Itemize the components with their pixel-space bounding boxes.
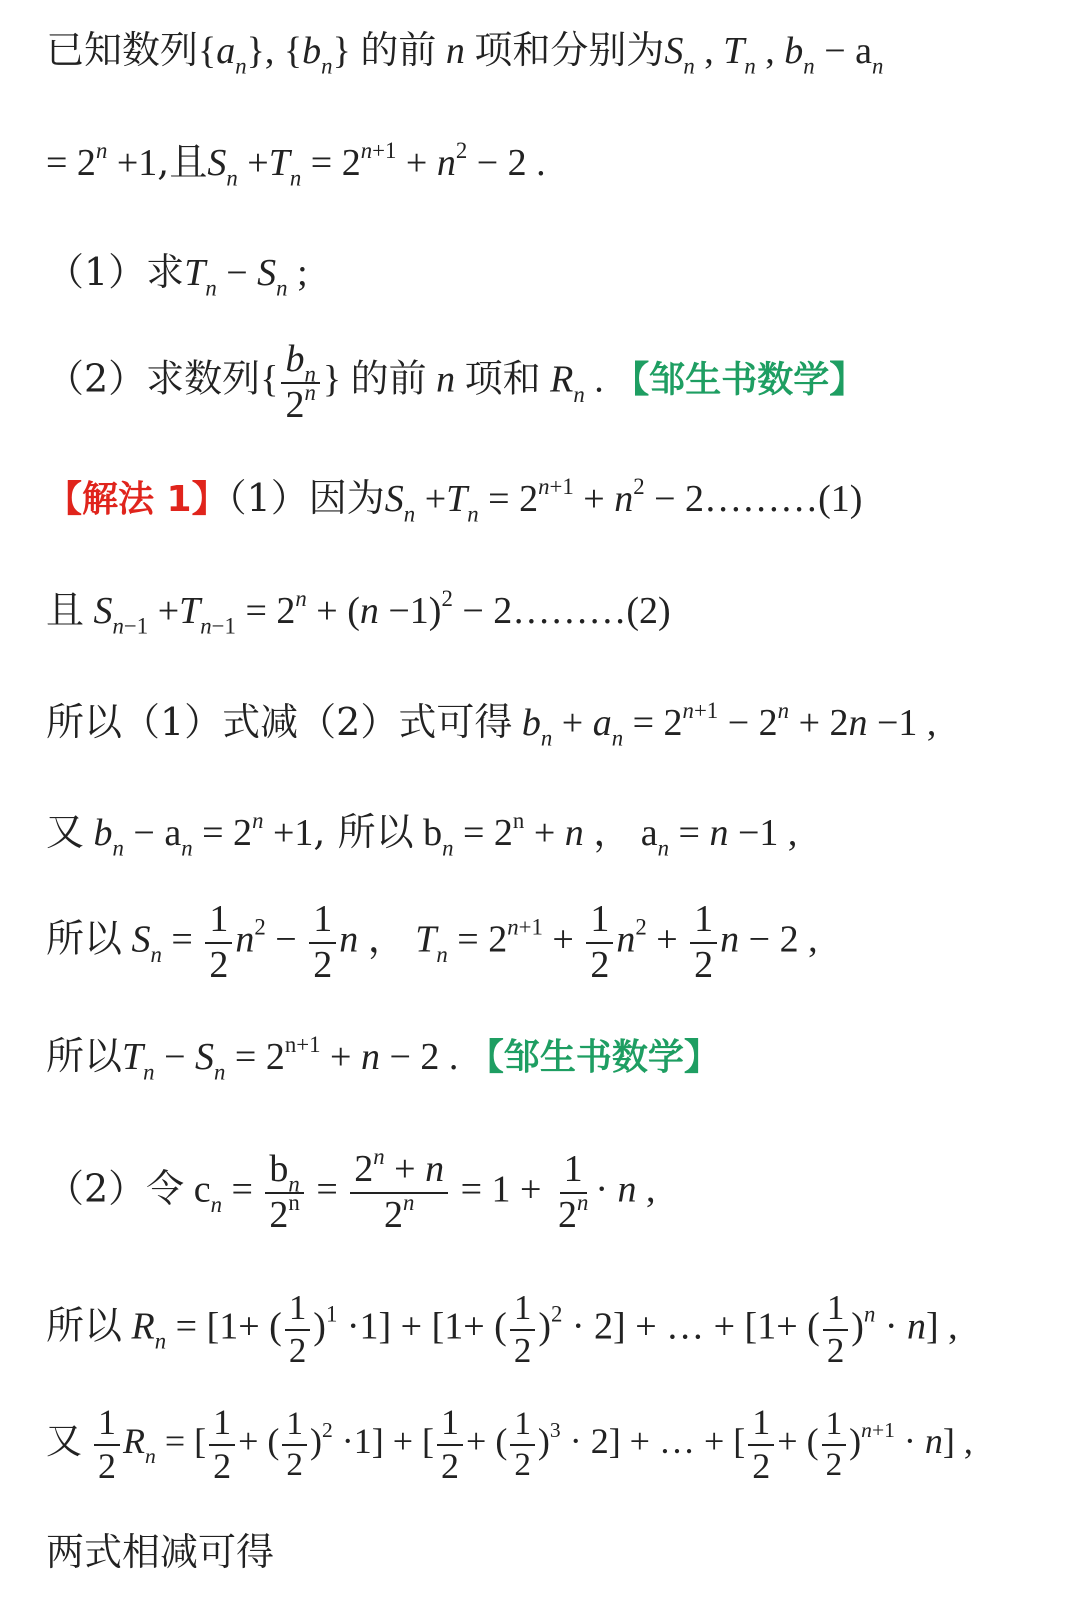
solution-line-1: 【解法 1】（1）因为$S_n +T_n = 2^{n+1} + n^2$ − 2………(1): [46, 473, 863, 527]
watermark-label-2: 【邹生书数学】: [467, 1037, 720, 1078]
solution-line-9: 又 $\frac{1}{2}$ $R_n$ = [ $\frac{1}{2}$ + ( $\frac{1}{2}$ )$^2$ ·1] + [ $\frac{1}{2}$ + ( $\frac{1}{2}$ )$^3$ · 2] + … + [ $\frac{1}{2}$ + ( $\frac{1}{2}$ )$^{n+1}$ · n] ,: [46, 1402, 973, 1486]
question-1: （1）求$T_n - S_n$ ;: [46, 250, 308, 301]
solution-line-4: 又 $b_n - a_n = 2^n +1$, 所以 $b_n = 2^n + n$ ， $a_n = n -1$ ,: [46, 807, 798, 861]
solution-line-5: 所以 $S_n$ = $\frac{1}{2}$ $n^2$ − $\frac{1}{2}$ n ， $T_n = 2^{n+1}$ + $\frac{1}{2}$ $n^2$ + $\frac{1}{2}$ n − 2 ,: [46, 898, 818, 986]
solution-line-6: 所以$T_n - S_n = 2^{n+1} + n - 2$ . 【邹生书数学】: [46, 1031, 720, 1085]
solution-line-8: 所以 $R_n = [1+$ ( $\frac{1}{2}$ )$^1$ ·1] + [1+ ( $\frac{1}{2}$ )$^2$ · 2] + … + [1+ ( $\frac{1}{2}$ )$^n$ · n] ,: [46, 1288, 958, 1370]
problem-line-2: = $2^n +1$,且$S_n +T_n = 2^{n+1} + n^2 - 2$ .: [46, 137, 546, 191]
solution-line-2: 且 $S_{n-1} +T_{n-1} = 2^n + (n -1)^2$ − 2………(2): [46, 585, 671, 639]
watermark-label: 【邹生书数学】: [613, 359, 866, 401]
solution-line-10: 两式相减可得: [46, 1530, 275, 1574]
question-2: （2）求数列{ $\frac{b_n}{2^n}$ } 的前 n 项和 $R_n$ . 【邹生书数学】: [46, 338, 866, 426]
solution-heading: 【解法 1】: [46, 479, 228, 520]
problem-line-1: 已知数列$\{a_n\}$, $\{b_n\}$ 的前 n 项和分别为$S_n$ , $T_n$ , $b_n - a_n$: [46, 28, 884, 79]
solution-line-3: 所以（1）式减（2）式可得 $b_n + a_n = 2^{n+1} - 2^n + 2n -1$ ,: [46, 697, 937, 751]
solution-line-7: （2）令 $c_n$ = $\frac{b_n}{2^n}$ = $\frac{2^n + n}{2^n}$ = 1 + $\frac{1}{2^n}$ · n ,: [46, 1143, 656, 1236]
